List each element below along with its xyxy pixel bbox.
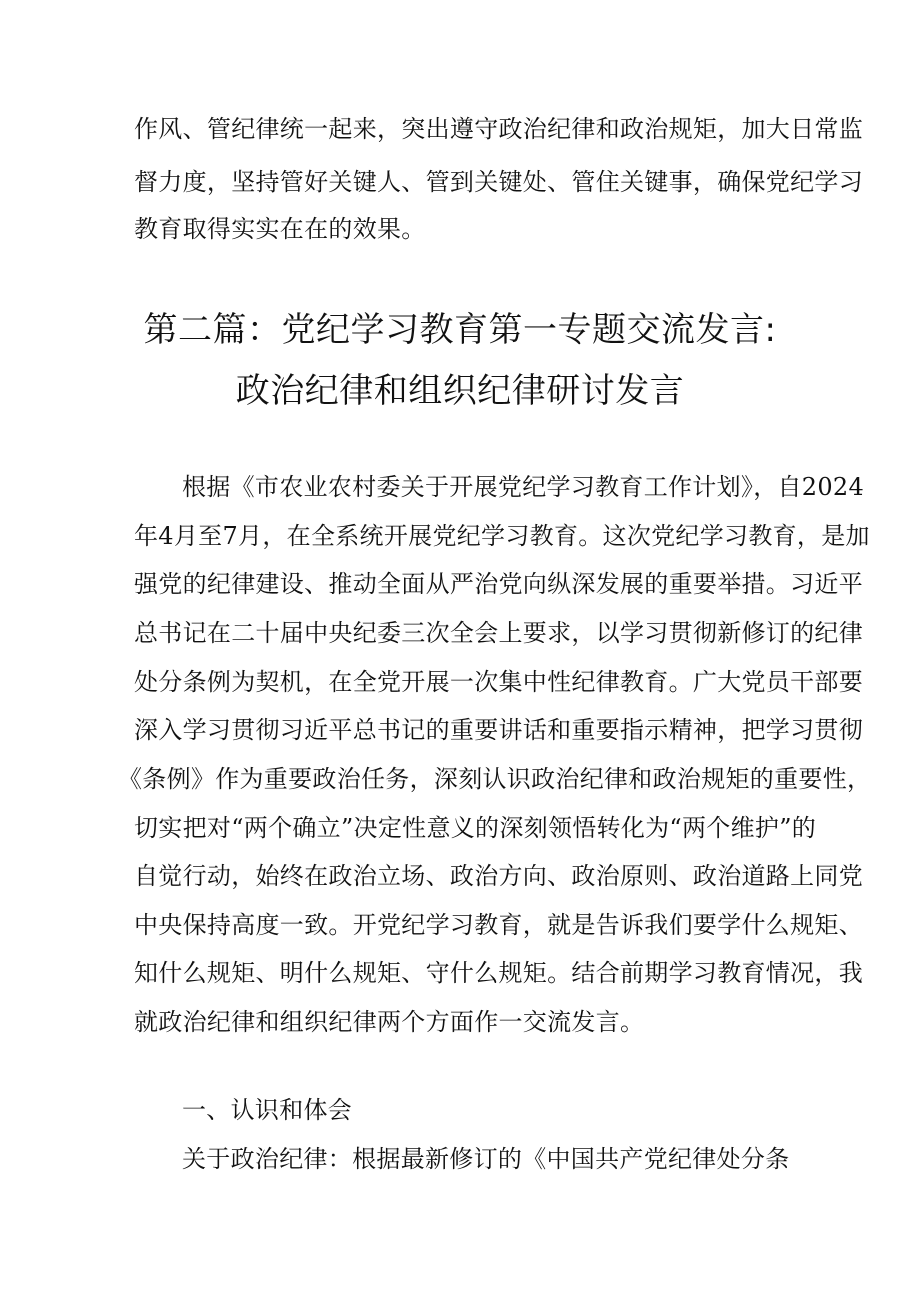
main-line-12: 就政治纪律和组织纪律两个方面作一交流发言。 <box>134 1008 645 1036</box>
main-line-1: 根据《市农业农村委关于开展党纪学习教育工作计划》，自2024 <box>182 473 865 501</box>
main-line-9: 自觉行动，始终在政治立场、政治方向、政治原则、政治道路上同党 <box>134 862 863 890</box>
main-line-3: 强党的纪律建设、推动全面从严治党向纵深发展的重要举措。习近平 <box>134 570 863 598</box>
intro-line-1: 作风、管纪律统一起来，突出遵守政治纪律和政治规矩，加大日常监 <box>134 115 863 143</box>
intro-line-3: 教育取得实实在在的效果。 <box>134 215 426 243</box>
title-line-1: 第二篇：党纪学习教育第一专题交流发言: <box>143 310 777 350</box>
main-line-10: 中央保持高度一致。开党纪学习教育，就是告诉我们要学什么规矩、 <box>134 911 863 939</box>
main-line-8: 切实把对“两个确立”决定性意义的深刻领悟转化为“两个维护”的 <box>134 814 817 842</box>
main-line-2: 年4月至7月，在全系统开展党纪学习教育。这次党纪学习教育，是加 <box>134 522 870 550</box>
intro-line-2: 督力度，坚持管好关键人、管到关键处、管住关键事，确保党纪学习 <box>134 168 863 196</box>
title-line-2: 政治纪律和组织纪律研讨发言 <box>235 371 685 411</box>
main-line-5: 处分条例为契机，在全党开展一次集中性纪律教育。广大党员干部要 <box>134 668 863 696</box>
main-line-6: 深入学习贯彻习近平总书记的重要讲话和重要指示精神，把学习贯彻 <box>134 716 863 744</box>
main-line-11: 知什么规矩、明什么规矩、守什么规矩。结合前期学习教育情况，我 <box>134 959 863 987</box>
section-subheading: 关于政治纪律：根据最新修订的《中国共产党纪律处分条 <box>182 1145 790 1173</box>
section-heading: 一、认识和体会 <box>182 1096 353 1124</box>
main-line-4: 总书记在二十届中央纪委三次全会上要求，以学习贯彻新修订的纪律 <box>134 619 863 647</box>
main-line-7: 《条例》作为重要政治任务，深刻认识政治纪律和政治规矩的重要性， <box>118 765 872 793</box>
